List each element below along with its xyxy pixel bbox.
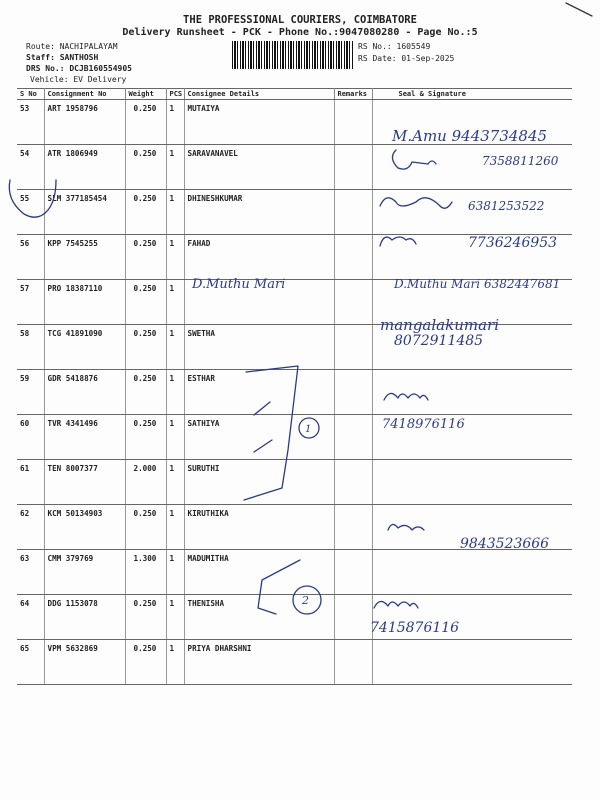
row-consignment: ATR 1806949 (44, 145, 125, 190)
row-consignee: MUTAIYA (184, 100, 334, 145)
hw-tamil-60 (384, 393, 428, 400)
row-weight: 0.250 (125, 640, 166, 685)
row-consignee: SATHIYA (184, 415, 334, 460)
route-value: NACHIPALAYAM (59, 42, 118, 51)
row-weight: 0.250 (125, 595, 166, 640)
col-consignment: Consignment No (44, 89, 125, 100)
row-consignee: ESTHAR (184, 370, 334, 415)
row-weight: 1.300 (125, 550, 166, 595)
row-consignment: DDG 1153078 (44, 595, 125, 640)
row-consignee: KIRUTHIKA (184, 505, 334, 550)
row-sno: 64 (17, 595, 44, 640)
row-sno: 56 (17, 235, 44, 280)
hw-tick-61 (254, 440, 272, 452)
row-sno: 60 (17, 415, 44, 460)
staff-value: SANTHOSH (59, 53, 99, 62)
hw-scribble-63 (388, 524, 424, 530)
hw-sig-63: 9843523666 (460, 536, 550, 552)
col-remarks: Remarks (334, 89, 372, 100)
row-sno: 65 (17, 640, 44, 685)
row-sno: 53 (17, 100, 44, 145)
hw-scribble-55 (380, 198, 452, 208)
row-consignment: TVR 4341496 (44, 415, 125, 460)
hw-scribble-54 (392, 150, 436, 169)
row-consignment: TCG 41891090 (44, 325, 125, 370)
hw-circle-1-text: 1 (305, 424, 312, 435)
row-sno: 59 (17, 370, 44, 415)
row-consignment: ART 1958796 (44, 100, 125, 145)
hw-sig-58-name: mangalakumari (380, 316, 499, 334)
row-sno: 55 (17, 190, 44, 235)
row-consignee: THENISHA (184, 595, 334, 640)
row-weight: 0.250 (125, 505, 166, 550)
row-consignment: PRO 18387110 (44, 280, 125, 325)
row-pcs: 1 (166, 460, 184, 505)
row-sno: 63 (17, 550, 44, 595)
row-consignee: SWETHA (184, 325, 334, 370)
row-weight: 0.250 (125, 100, 166, 145)
row-weight: 0.250 (125, 190, 166, 235)
row-consignment: GDR 5418876 (44, 370, 125, 415)
row-weight: 0.250 (125, 235, 166, 280)
hw-consignee-57: D.Muthu Mari (192, 277, 286, 292)
row-pcs: 1 (166, 100, 184, 145)
row-weight: 0.250 (125, 280, 166, 325)
hw-sig-56: 7736246953 (468, 235, 558, 251)
row-pcs: 1 (166, 325, 184, 370)
rs-date-value: 01-Sep-2025 (401, 54, 455, 63)
row-sno: 61 (17, 460, 44, 505)
row-consignment: SLM 377185454 (44, 190, 125, 235)
hw-sig-58-phone: 8072911485 (394, 333, 484, 349)
rs-date-label: RS Date: (358, 54, 397, 63)
row-consignee: FAHAD (184, 235, 334, 280)
row-pcs: 1 (166, 415, 184, 460)
hw-sig-65: 7415876116 (370, 620, 460, 636)
row-pcs: 1 (166, 595, 184, 640)
drs-label: DRS No.: (26, 64, 65, 73)
company-title: THE PROFESSIONAL COURIERS, COIMBATORE (183, 14, 417, 26)
row-consignee: MADUMITHA (184, 550, 334, 595)
hw-tamil-65 (374, 601, 418, 608)
staff-label: Staff: (26, 53, 55, 62)
rs-no-value: 1605549 (396, 42, 431, 51)
hw-bracket-59-62 (244, 366, 298, 500)
route-label: Route: (26, 42, 55, 51)
row-consignment: VPM 5632869 (44, 640, 125, 685)
hw-sig-57: D.Muthu Mari 6382447681 (394, 277, 561, 291)
runsheet-subtitle: Delivery Runsheet - PCK - Phone No.:9047080280 - Page No.:5 (122, 27, 478, 38)
col-seal-signature: Seal & Signature (372, 89, 572, 100)
hw-sig-55: 6381253522 (468, 199, 545, 213)
row-consignment: KCM 50134903 (44, 505, 125, 550)
row-pcs: 1 (166, 370, 184, 415)
row-consignment: TEN 8007377 (44, 460, 125, 505)
row-consignee: PRIYA DHARSHNI (184, 640, 334, 685)
rs-no-label: RS No.: (358, 42, 392, 51)
hw-scribble-56 (380, 237, 416, 246)
row-pcs: 1 (166, 190, 184, 235)
drs-value: DCJB160554905 (69, 64, 132, 73)
row-pcs: 1 (166, 280, 184, 325)
hw-circle-2-text: 2 (302, 594, 309, 607)
row-pcs: 1 (166, 550, 184, 595)
hw-sig-60: 7418976116 (382, 417, 465, 432)
row-weight: 2.000 (125, 460, 166, 505)
row-weight: 0.250 (125, 325, 166, 370)
col-weight: Weight (125, 89, 166, 100)
row-pcs: 1 (166, 145, 184, 190)
row-pcs: 1 (166, 505, 184, 550)
row-weight: 0.250 (125, 415, 166, 460)
hw-sig-54: 7358811260 (482, 154, 559, 168)
vehicle-label: Vehicle: (30, 75, 69, 84)
hw-sig-53: M.Amu 9443734845 (392, 127, 548, 145)
row-consignment: CMM 379769 (44, 550, 125, 595)
col-pcs: PCS (166, 89, 184, 100)
row-sno: 62 (17, 505, 44, 550)
row-sno: 57 (17, 280, 44, 325)
row-sno: 58 (17, 325, 44, 370)
row-consignee: DHINESHKUMAR (184, 190, 334, 235)
hw-tick-60 (254, 402, 270, 415)
col-sno: S No (17, 89, 44, 100)
row-sno: 54 (17, 145, 44, 190)
row-consignee: SURUTHI (184, 460, 334, 505)
vehicle-value: EV Delivery (73, 75, 127, 84)
row-consignee: SARAVANAVEL (184, 145, 334, 190)
row-pcs: 1 (166, 640, 184, 685)
row-pcs: 1 (166, 235, 184, 280)
row-consignment: KPP 7545255 (44, 235, 125, 280)
row-weight: 0.250 (125, 145, 166, 190)
row-weight: 0.250 (125, 370, 166, 415)
hw-bracket-55 (9, 180, 56, 217)
col-consignee: Consignee Details (184, 89, 334, 100)
